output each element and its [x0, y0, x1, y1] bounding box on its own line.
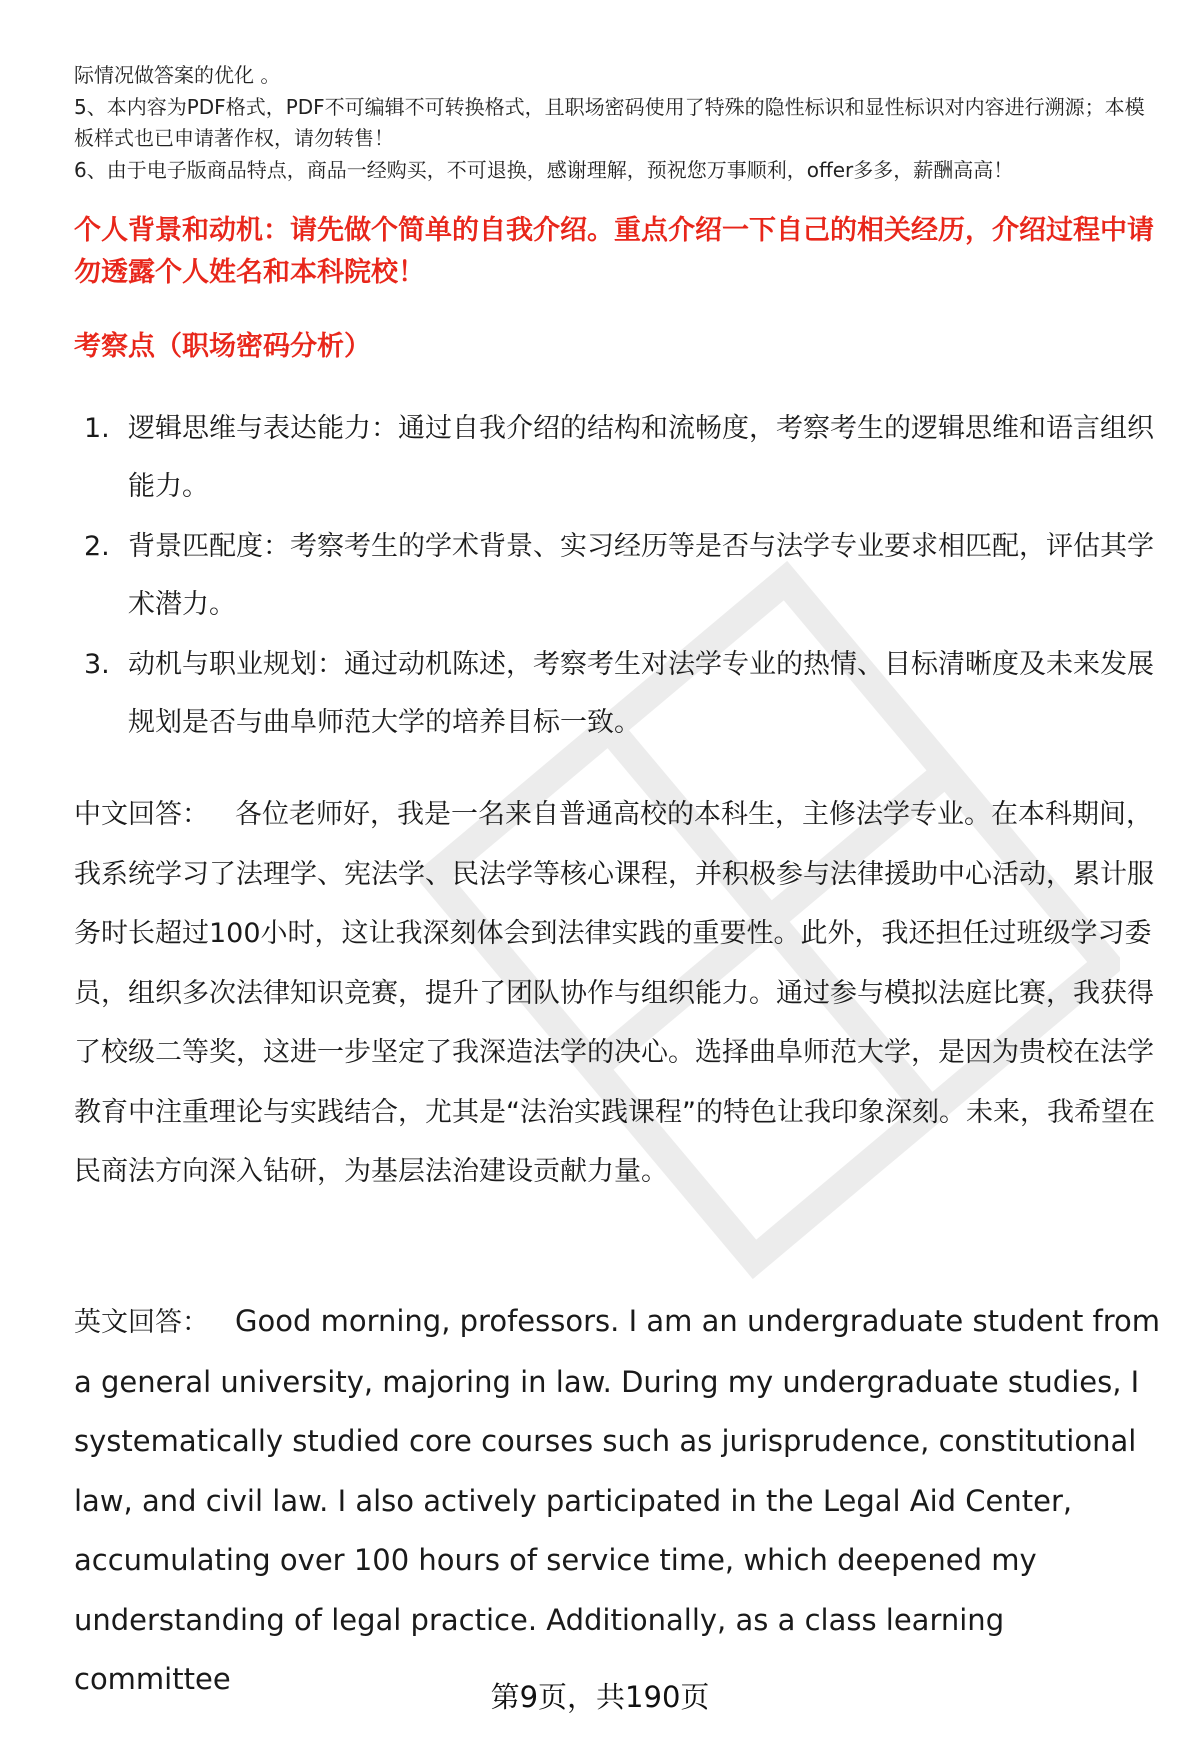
english-answer-text: Good morning, professors. I am an undergraduate student from a general university, majoring in law. During my undergraduate studies, I systematically studied core courses such as jurisprudence, constitutional law, and civil law. I also actively participated in the Legal Aid Center, accumulating over 100 hours of service time, which deepened my understanding of legal practice. Additionally, as a class learning committee	[74, 1304, 1161, 1696]
section-heading: 考察点（职场密码分析）	[74, 331, 371, 362]
note-line: 5、本内容为PDF格式，PDF不可编辑不可转换格式，且职场密码使用了特殊的隐性标识和显性标识对内容进行溯源；本模板样式也已申请著作权，请勿转售！	[74, 94, 1145, 150]
english-answer	[74, 1292, 1164, 1710]
list-text: 背景匹配度：考察考生的学术背景、实习经历等是否与法学专业要求相匹配，评估其学术潜力。	[128, 531, 1154, 620]
chinese-answer-label: 中文回答：	[74, 799, 209, 830]
chinese-answer-text: 各位老师好，我是一名来自普通高校的本科生，主修法学专业。在本科期间，我系统学习了法理学、宪法学、民法学等核心课程，并积极参与法律援助中心活动，累计服务时长超过100小时，这让我深刻体会到法律实践的重要性。此外，我还担任过班级学习委员，组织多次法律知识竞赛，提升了团队协作与组织能力。通过参与模拟法庭比赛，我获得了校级二等奖，这进一步坚定了我深造法学的决心。选择曲阜师范大学，是因为贵校在法学教育中注重理论与实践结合，尤其是“法治实践课程”的特色让我印象深刻。未来，我希望在民商法方向深入钻研，为基层法治建设贡献力量。	[74, 799, 1155, 1187]
list-text: 逻辑思维与表达能力：通过自我介绍的结构和流畅度，考察考生的逻辑思维和语言组织能力。	[128, 413, 1154, 502]
notes-block	[74, 60, 1164, 186]
english-answer-label: 英文回答：	[74, 1307, 209, 1338]
page-number: 第9页，共190页	[490, 1680, 710, 1714]
note-line: 6、由于电子版商品特点，商品一经购买，不可退换，感谢理解，预祝您万事顺利，offer多多，薪酬高高！	[74, 157, 1014, 182]
points-list	[84, 400, 1164, 754]
list-text: 动机与职业规划：通过动机陈述，考察考生对法学专业的热情、目标清晰度及未来发展规划是否与曲阜师范大学的培养目标一致。	[128, 649, 1154, 738]
list-number: 2.	[84, 531, 110, 562]
list-item	[84, 636, 1164, 752]
note-line: 际情况做答案的优化 。	[74, 63, 281, 87]
list-item	[84, 518, 1164, 634]
question-heading: 个人背景和动机：请先做个简单的自我介绍。重点介绍一下自己的相关经历，介绍过程中请勿透露个人姓名和本科院校！	[74, 215, 1154, 288]
list-number: 1.	[84, 413, 110, 444]
list-item	[84, 400, 1164, 516]
chinese-answer	[74, 785, 1164, 1202]
list-number: 3.	[84, 649, 110, 680]
